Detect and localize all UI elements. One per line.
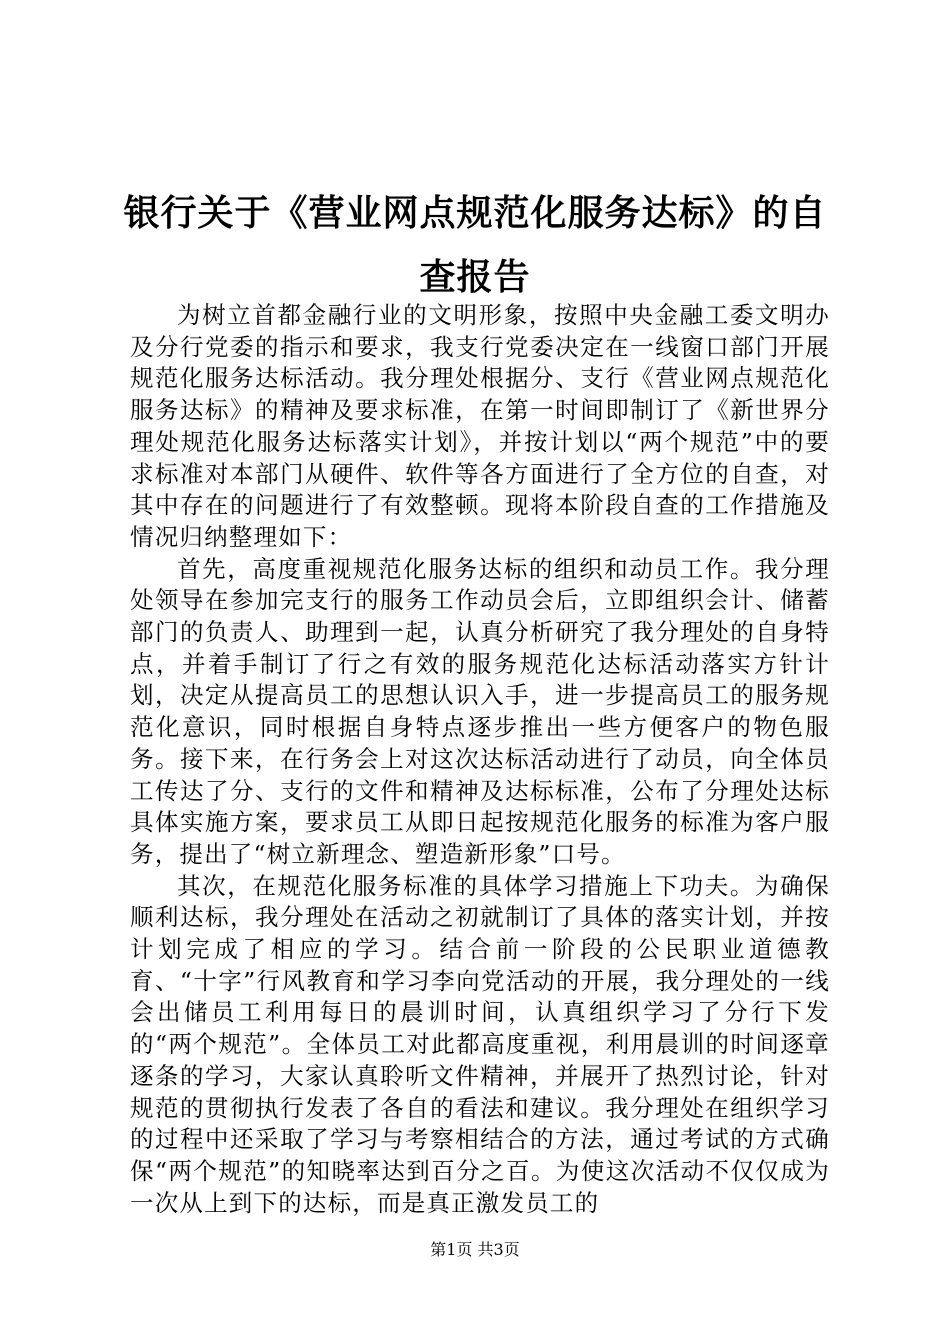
document-title: 银行关于《营业网点规范化服务达标》的自查报告 <box>123 193 827 298</box>
document-body <box>130 300 830 1219</box>
paragraph-2: 首先，高度重视规范化服务达标的组织和动员工作。我分理处领导在参加完支行的服务工作动员会后，立即组织会计、储蓄部门的负责人、助理到一起，认真分析研究了我分理处的自身特点，并着手制订了行之有效的服务规范化达标活动落实方针计划，决定从提高员工的思想认识入手，进一步提高员工的服务规范化意识，同时根据自身特点逐步推出一些方便客户的物色服务。接下来，在行务会上对这次达标活动进行了动员，向全体员工传达了分、支行的文件和精神及达标标准，公布了分理处达标具体实施方案，要求员工从即日起按规范化服务的标准为客户服务，提出了“树立新理念、塑造新形象”口号。 <box>130 554 830 868</box>
paragraph-1: 为树立首都金融行业的文明形象，按照中央金融工委文明办及分行党委的指示和要求，我支行党委决定在一线窗口部门开展规范化服务达标活动。我分理处根据分、支行《营业网点规范化服务达标》的精神及要求标准，在第一时间即制订了《新世界分理处规范化服务达标落实计划》，并按计划以“两个规范”中的要求标准对本部门从硬件、软件等各方面进行了全方位的自查，对其中存在的问题进行了有效整顿。现将本阶段自查的工作措施及情况归纳整理如下： <box>130 301 830 551</box>
paragraph-3: 其次，在规范化服务标准的具体学习措施上下功夫。为确保顺利达标，我分理处在活动之初就制订了具体的落实计划，并按计划完成了相应的学习。结合前一阶段的公民职业道德教育、“十字”行风教育和学习李向党活动的开展，我分理处的一线会出储员工利用每日的晨训时间，认真组织学习了分行下发的“两个规范”。全体员工对此都高度重视，利用晨训的时间逐章逐条的学习，大家认真聆听文件精神，并展开了热烈讨论，针对规范的贯彻执行发表了各自的看法和建议。我分理处在组织学习的过程中还采取了学习与考察相结合的方法，通过考试的方式确保“两个规范”的知晓率达到百分之百。为使这次活动不仅仅成为一次从上到下的达标，而是真正激发员工的 <box>130 871 830 1217</box>
page-number-footer: 第1页 共3页 <box>430 1240 520 1259</box>
